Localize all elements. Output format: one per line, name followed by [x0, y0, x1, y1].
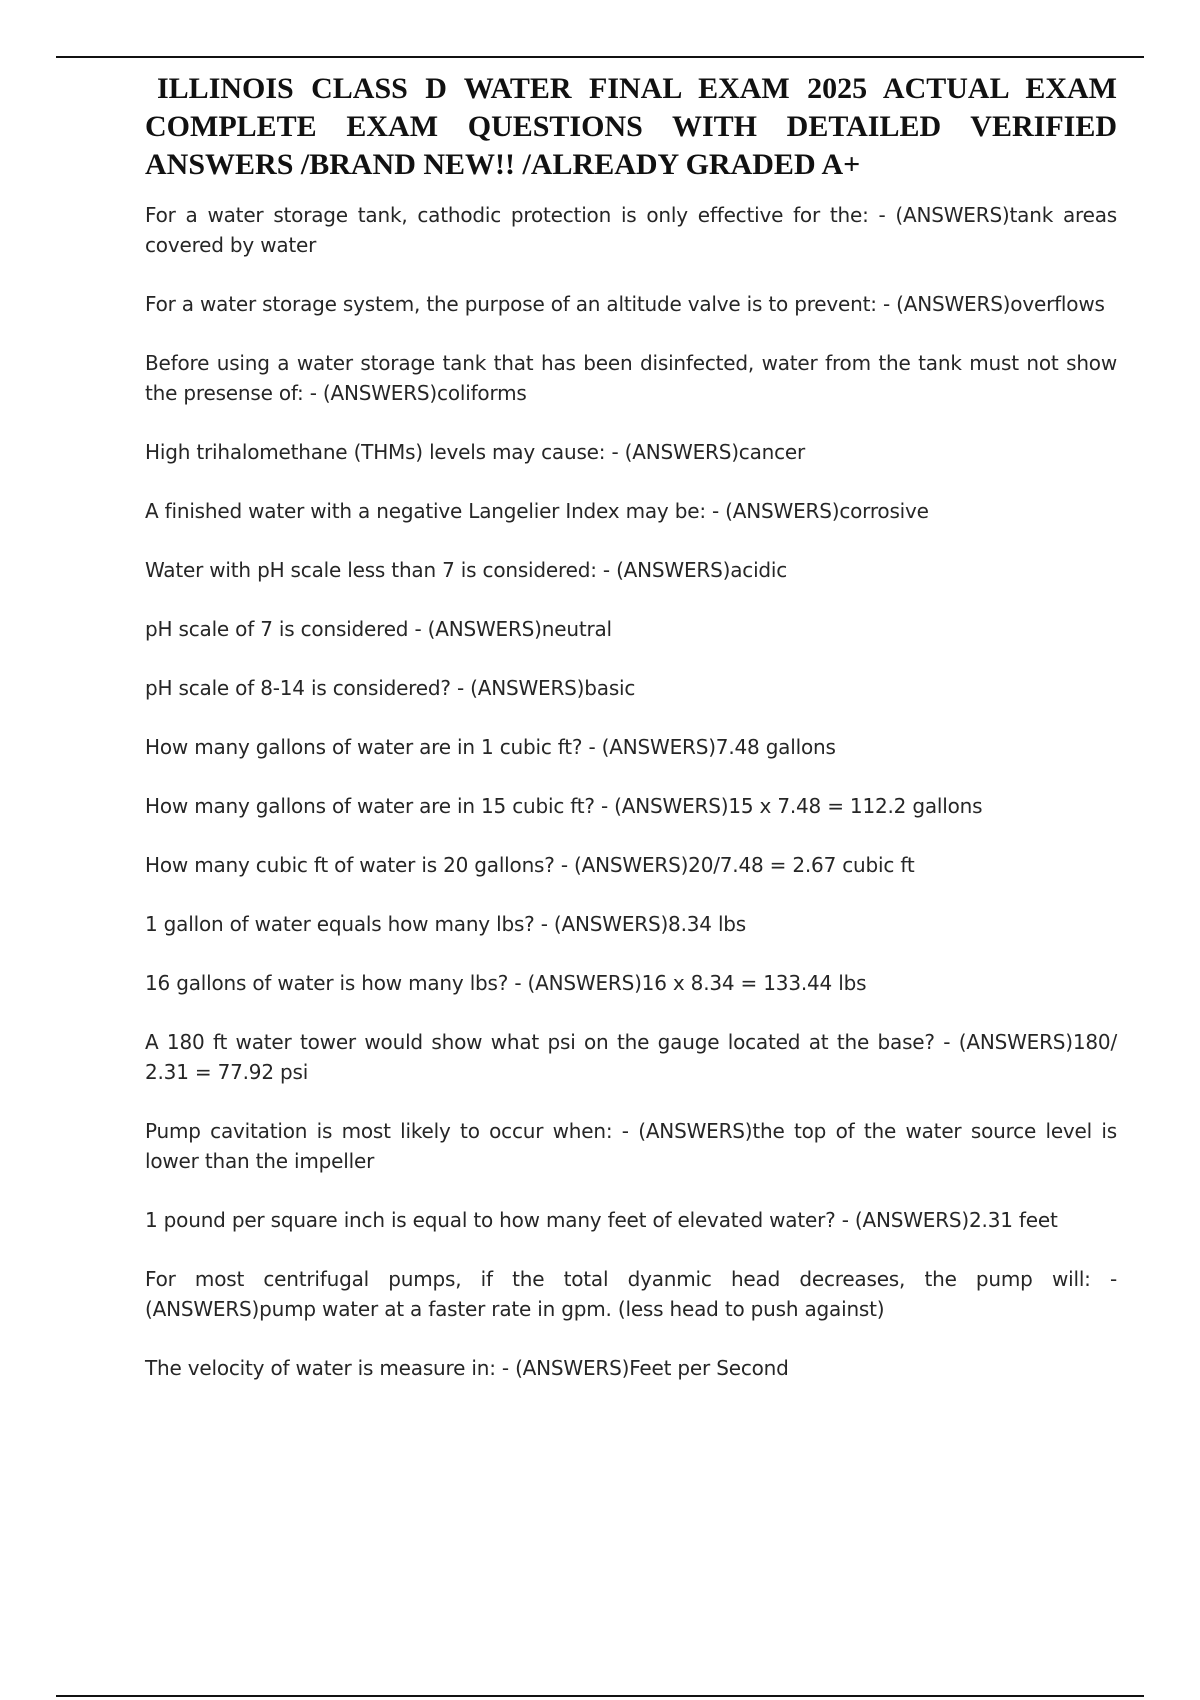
document-body	[145, 70, 1117, 1412]
bottom-rule	[56, 1695, 1144, 1697]
qa-item-10: How many gallons of water are in 15 cubic ft? - (ANSWERS)15 x 7.48 = 112.2 gallons	[145, 794, 983, 818]
top-rule	[56, 56, 1144, 58]
qa-item-7: pH scale of 7 is considered - (ANSWERS)neutral	[145, 617, 612, 641]
qa-item-1: For a water storage tank, cathodic protection is only effective for the: - (ANSWERS)tank areas covered by water	[145, 203, 1117, 257]
qa-item-17: For most centrifugal pumps, if the total dyanmic head decreases, the pump will: - (ANSWERS)pump water at a faster rate in gpm. (less head to push against)	[145, 1267, 1117, 1321]
document-title	[145, 70, 1117, 184]
qa-item-5: A finished water with a negative Langelier Index may be: - (ANSWERS)corrosive	[145, 499, 929, 523]
qa-item-4: High trihalomethane (THMs) levels may cause: - (ANSWERS)cancer	[145, 440, 806, 464]
qa-item-18: The velocity of water is measure in: - (ANSWERS)Feet per Second	[145, 1356, 789, 1380]
title-line-1: ILLINOIS CLASS D WATER FINAL EXAM 2025 ACTUAL EXAM	[157, 72, 1117, 105]
qa-item-9: How many gallons of water are in 1 cubic ft? - (ANSWERS)7.48 gallons	[145, 735, 836, 759]
qa-item-16: 1 pound per square inch is equal to how many feet of elevated water? - (ANSWERS)2.31 feet	[145, 1208, 1058, 1232]
qa-item-11: How many cubic ft of water is 20 gallons? - (ANSWERS)20/7.48 = 2.67 cubic ft	[145, 853, 915, 877]
qa-item-6: Water with pH scale less than 7 is considered: - (ANSWERS)acidic	[145, 558, 788, 582]
qa-item-12: 1 gallon of water equals how many lbs? - (ANSWERS)8.34 lbs	[145, 912, 747, 936]
title-line-2: COMPLETE EXAM QUESTIONS WITH DETAILED VERIFIED	[145, 110, 1117, 143]
qa-item-13: 16 gallons of water is how many lbs? - (ANSWERS)16 x 8.34 = 133.44 lbs	[145, 971, 867, 995]
qa-item-3: Before using a water storage tank that has been disinfected, water from the tank must not show the presense of: - (ANSWERS)coliforms	[145, 351, 1117, 405]
qa-item-14: A 180 ft water tower would show what psi on the gauge located at the base? - (ANSWERS)180/ 2.31 = 77.92 psi	[145, 1030, 1117, 1084]
qa-item-2: For a water storage system, the purpose of an altitude valve is to prevent: - (ANSWERS)overflows	[145, 292, 1105, 316]
title-line-3: ANSWERS /BRAND NEW!! /ALREADY GRADED A+	[145, 148, 861, 181]
qa-item-15: Pump cavitation is most likely to occur when: - (ANSWERS)the top of the water source level is lower than the impeller	[145, 1119, 1117, 1173]
qa-item-8: pH scale of 8-14 is considered? - (ANSWERS)basic	[145, 676, 636, 700]
